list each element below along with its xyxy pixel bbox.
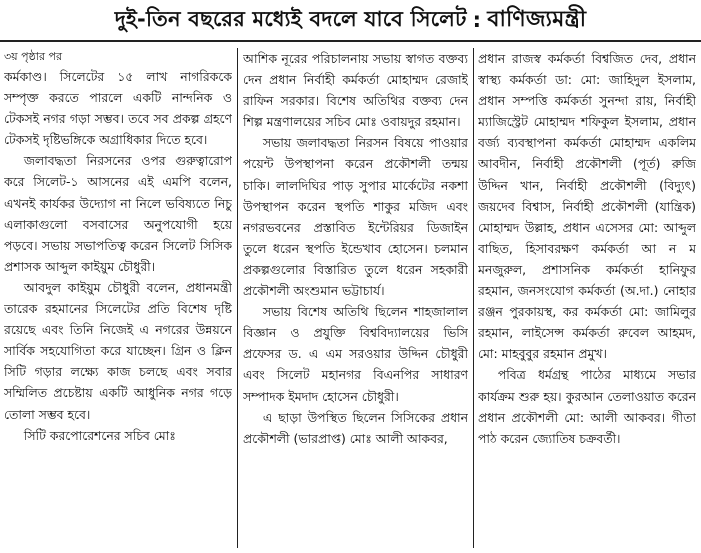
headline-separator: : (472, 8, 482, 32)
paragraph: সিটি করপোরেশনের সচিব মোঃ (23, 427, 176, 443)
paragraph: জলাবদ্ধতা নিরসনের ওপর গুরুত্বারোপ করে সিলেট-১ আসনের এই এমপি বলেন, এখনই কার্যকর উদ্যোগ না নিলে ভবিষ্যতে নিচু এলাকাগুলো বসবাসের অনুপযোগী হয়ে পড়বে। সভায় সভাপতিত্ব করেন সিলেট সিসিক প্রশাসক আব্দুল কাইয়ুম চৌধুরী। (4, 153, 232, 274)
column-1 (4, 48, 232, 548)
paragraph: সভায় বিশেষ অতিথি ছিলেন শাহজালাল বিজ্ঞান ও প্রযুক্তি বিশ্ববিদ্যালয়ের ভিসি প্রফেসর ড. এ এম সরওয়ার উদ্দিন চৌধুরী এবং সিলেট মহানগর বিএনপির সাধারণ সম্পাদক ইমদাদ হোসেন চৌধুরী। (243, 304, 468, 404)
column-divider (237, 48, 238, 548)
paragraph: কর্মকাণ্ড। সিলেটের ১৫ লাখ নাগরিককে সম্পৃক্ত করতে পারলে একটি নান্দনিক ও টেকসই নগর গড়া সম্ভব। তবে সব প্রকল্প গ্রহণে টেকসই দৃষ্টিভঙ্গিকে অগ্রাধিকার দিতে হবে। (4, 69, 232, 148)
paragraph: এ ছাড়া উপস্থিত ছিলেন সিসিকের প্রধান প্রকৌশলী (ভারপ্রাপ্ত) মোঃ আলী আকবর, (243, 409, 468, 446)
paragraph: আবদুল কাইয়ুম চৌধুরী বলেন, প্রধানমন্ত্রী তারেক রহমানের সিলেটের প্রতি বিশেষ দৃষ্টি রয়েছে এবং তিনি নিজেই এ নগরের উন্নয়নে সার্বিক সহযোগিতা করে যাচ্ছেন। গ্রিন ও ক্লিন সিটি গড়ার লক্ষ্যে কাজ চলছে এবং সবার সম্মিলিত প্রচেষ্টায় একটি আধুনিক নগর গড়ে তোলা সম্ভব হবে। (4, 279, 232, 422)
column-3 (478, 48, 696, 548)
paragraph: প্রধান রাজস্ব কর্মকর্তা বিশ্বজিত দেব, প্রধান স্বাস্থ্য কর্মকর্তা ডা: মো: জাহিদুল ইসলাম, প্রধান সম্পত্তি কর্মকর্তা সুনন্দা রায়, নির্বাহী ম্যাজিস্ট্রেট মোহাম্মদ শফিকুল ইসলাম, প্রধান বর্জ্য ব্যবস্থাপনা কর্মকর্তা মোহাম্মদ একলিম আবদীন, নির্বাহী প্রকৌশলী (পূর্ত) রুজি উদ্দিন খান, নির্বাহী প্রকৌশলী (বিদ্যুৎ) জয়দেব বিশ্বাস, নির্বাহী প্রকৌশলী (যান্ত্রিক) মোহাম্মদ উল্লাহ, প্রধান এসেসর মো: আব্দুল বাছিত, হিসাবরক্ষণ কর্মকর্তা আ ন ম মনজুরুল, প্রশাসনিক কর্মকর্তা হানিফুর রহমান, জনসংযোগ কর্মকর্তা (অ.দা.) নোহার রঞ্জন পুরকায়স্থ, কর কর্মকর্তা মো: জামিলুর রহমান, লাইসেন্স কর্মকর্তা রুবেল আহমদ, মো: মাহবুবুর রহমান প্রমুখ। (478, 51, 696, 362)
column-divider (473, 48, 474, 548)
headline-main: দুই-তিন বছরের মধ্যেই বদলে যাবে সিলেট (114, 6, 467, 31)
paragraph: পবিত্র ধর্মগ্রন্থ পাঠের মাধ্যমে সভার কার্যক্রম শুরু হয়। কুরআন তেলাওয়াত করেন প্রধান প্রকৌশলী মো: আলী আকবর। গীতা পাঠ করেন জ্যোতিষ চক্রবর্তী। (478, 367, 696, 446)
headline (0, 0, 701, 42)
paragraph: সভায় জলাবদ্ধতা নিরসন বিষয়ে পাওয়ার পয়েন্ট উপস্থাপনা করেন প্রকৌশলী তন্ময় চাকি। লালদিঘির পাড় সুপার মার্কেটের নকশা উপস্থাপন করেন স্থপতি শাকুর মজিদ এবং নগরভবনের প্রস্তাবিত ইন্টেরিয়র ডিজাইন তুলে ধরেন স্থপতি ইন্ডেখাব হোসেন। চলমান প্রকল্পগুলোর বিস্তারিত তুলে ধরেন সহকারী প্রকৌশলী অংশুমান ভট্টাচার্য। (243, 135, 468, 299)
paragraph: আশিক নূরের পরিচালনায় সভায় স্বাগত বক্তব্য দেন প্রধান নির্বাহী কর্মকর্তা মোহাম্মদ রেজাই রাফিন সরকার। বিশেষ অতিথির বক্তব্য দেন শিল্প মন্ত্রণালয়ের সচিব মোঃ ওবায়দুর রহমান। (243, 51, 468, 130)
continued-from-note: ৩য় পৃষ্ঠার পর (4, 50, 63, 63)
column-2 (243, 48, 468, 548)
headline-attribution: বাণিজ্যমন্ত্রী (487, 6, 587, 32)
